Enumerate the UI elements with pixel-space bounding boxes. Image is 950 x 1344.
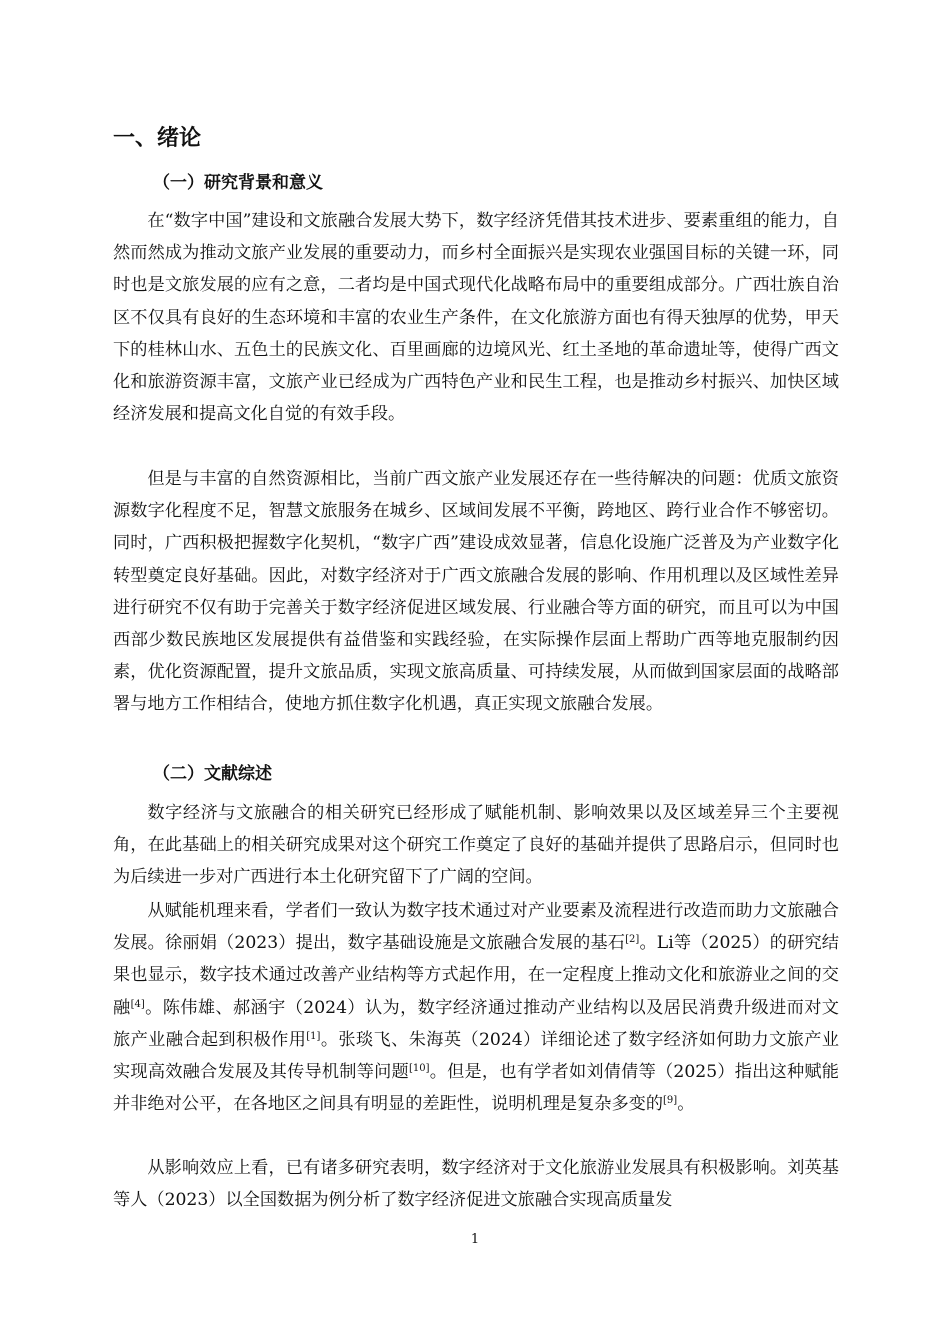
paragraph-literature-overview: 数字经济与文旅融合的相关研究已经形成了赋能机制、影响效果以及区域差异三个主要视角，在此基础上的相关研究成果对这个研究工作奠定了良好的基础并提供了思路启示，但同时也为后续进一步对广西进行本土化研究留下了广阔的空间。	[113, 803, 839, 888]
subsection-title-background: （一）研究背景和意义	[153, 173, 323, 193]
text-segment: 。Li等（2025）的研究结果也显示，数字技术通过改善产业结构等方式起作用，在一定程度上推动文化和旅游业之间的交融	[113, 933, 839, 1018]
text-segment: 。张琰飞、朱海英（2024）详细论述了数字经济如何助力文旅产业实现高效融合发展及其传导机制等问题	[113, 1029, 839, 1083]
paragraph-mechanism	[113, 895, 839, 1120]
text-segment: 。	[677, 1094, 695, 1115]
citation-ref: [10]	[408, 1063, 430, 1075]
text-segment: 从赋能机理来看，学者们一致认为数字技术通过对产业要素及流程进行改造而助力文旅融合发展。徐丽娟（2023）提出，数字基础设施是文旅融合发展的基石	[113, 901, 839, 954]
text-segment: 。但是，也有学者如刘倩倩等（2025）指出这种赋能并非绝对公平，在各地区之间具有明显的差距性，说明机理是复杂多变的	[113, 1062, 839, 1115]
text-segment: 。陈伟雄、郝涵宇（2024）认为，数字经济通过推动产业结构以及居民消费升级进而对文旅产业融合起到积极作用	[113, 997, 839, 1050]
page-number: 1	[470, 1232, 480, 1247]
subsection-title-literature: （二）文献综述	[153, 764, 272, 784]
citation-ref: [2]	[625, 934, 640, 946]
paragraph-problems: 但是与丰富的自然资源相比，当前广西文旅产业发展还存在一些待解决的问题：优质文旅资源数字化程度不足，智慧文旅服务在城乡、区域间发展不平衡，跨地区、跨行业合作不够密切。同时，广西积极把握数字化契机，“数字广西”建设成效显著，信息化设施广泛普及为产业数字化转型奠定良好基础。因此，对数字经济对于广西文旅融合发展的影响、作用机理以及区域性差异进行研究不仅有助于完善关于数字经济促进区域发展、行业融合等方面的研究，而且可以为中国西部少数民族地区发展提供有益借鉴和实践经验，在实际操作层面上帮助广西等地克服制约因素，优化资源配置，提升文旅品质，实现文旅高质量、可持续发展，从而做到国家层面的战略部署与地方工作相结合，使地方抓住数字化机遇，真正实现文旅融合发展。	[113, 469, 839, 715]
citation-ref: [4]	[130, 998, 145, 1010]
paragraph-background: 在“数字中国”建设和文旅融合发展大势下，数字经济凭借其技术进步、要素重组的能力，自然而然成为推动文旅产业发展的重要动力，而乡村全面振兴是实现农业强国目标的关键一环，同时也是文旅发展的应有之意，二者均是中国式现代化战略布局中的重要组成部分。广西壮族自治区不仅具有良好的生态环境和丰富的农业生产条件，在文化旅游方面也有得天独厚的优势，甲天下的桂林山水、五色土的民族文化、百里画廊的边境风光、红土圣地的革命遗址等，使得广西文化和旅游资源丰富，文旅产业已经成为广西特色产业和民生工程，也是推动乡村振兴、加快区域经济发展和提高文化自觉的有效手段。	[113, 211, 839, 425]
citation-ref: [1]	[306, 1030, 321, 1042]
citation-ref: [9]	[663, 1095, 678, 1107]
section-title: 一、绪论	[113, 126, 202, 151]
paragraph-effects: 从影响效应上看，已有诸多研究表明，数字经济对于文化旅游业发展具有积极影响。刘英基等人（2023）以全国数据为例分析了数字经济促进文旅融合实现高质量发	[113, 1158, 839, 1211]
